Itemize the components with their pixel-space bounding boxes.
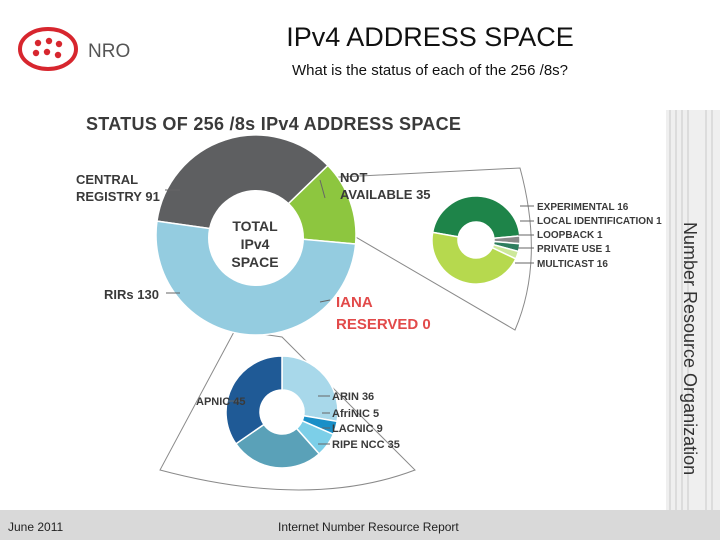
label-iana-reserved: IANA RESERVED 0 bbox=[336, 294, 431, 333]
side-text: Number Resource Organization bbox=[680, 222, 700, 476]
label-total-ipv4-space: TOTAL IPv4 SPACE bbox=[231, 218, 279, 270]
label-multicast: MULTICAST 16 bbox=[537, 259, 608, 270]
label-arin: ARIN 36 bbox=[332, 391, 375, 403]
label-local-identification: LOCAL IDENTIFICATION 1 bbox=[537, 216, 662, 227]
logo-text: NRO bbox=[88, 41, 131, 62]
label-lacnic: LACNIC 9 bbox=[332, 423, 383, 435]
footer-date: June 2011 bbox=[8, 520, 64, 534]
label-loopback: LOOPBACK 1 bbox=[537, 230, 603, 241]
label-not-available: NOT AVAILABLE 35 bbox=[340, 170, 431, 202]
slide-subtitle: What is the status of each of the 256 /8s? bbox=[292, 62, 568, 79]
label-apnic: APNIC 45 bbox=[196, 396, 246, 408]
chart-title: STATUS OF 256 /8s IPv4 ADDRESS SPACE bbox=[86, 114, 462, 134]
label-central-registry: CENTRAL REGISTRY 91 bbox=[76, 172, 160, 204]
label-ripe-ncc: RIPE NCC 35 bbox=[332, 439, 400, 451]
label-afrinic: AfriNIC 5 bbox=[332, 408, 380, 420]
slide-title: IPv4 ADDRESS SPACE bbox=[286, 22, 574, 52]
label-private-use: PRIVATE USE 1 bbox=[537, 244, 611, 255]
label-experimental: EXPERIMENTAL 16 bbox=[537, 202, 629, 213]
label-rirs: RIRs 130 bbox=[104, 287, 159, 302]
footer-report-name: Internet Number Resource Report bbox=[278, 520, 459, 534]
